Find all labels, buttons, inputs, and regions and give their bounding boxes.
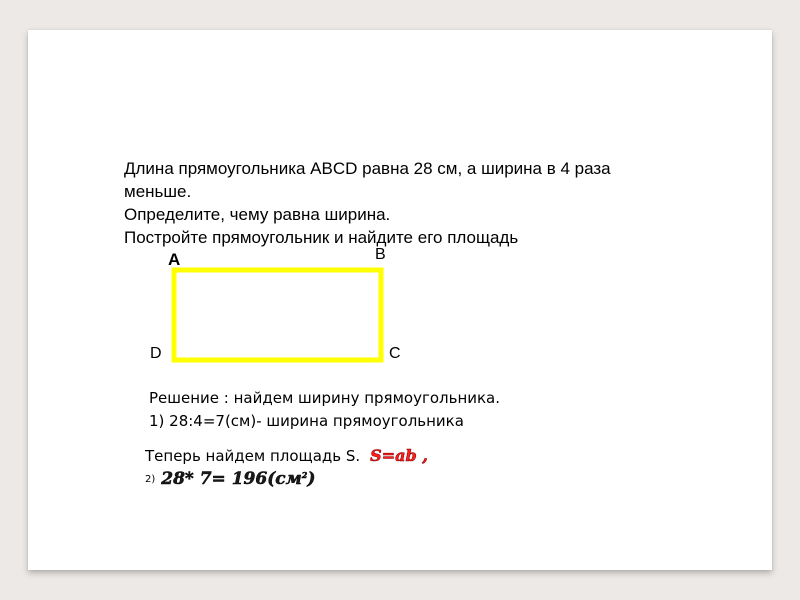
calculation-expression <box>161 469 315 489</box>
calculation-main: 28* 7= 196(см <box>161 469 302 489</box>
calculation-line <box>145 469 315 489</box>
problem-line-4: Постройте прямоугольник и найдите его площадь <box>124 228 519 247</box>
area-formula: S=ab , <box>370 446 428 465</box>
problem-statement <box>124 157 704 249</box>
vertex-label-a: А <box>168 250 181 269</box>
area-line <box>145 446 428 465</box>
slide <box>28 30 772 570</box>
solution-block <box>149 387 500 433</box>
unit-superscript: 2 <box>301 470 308 480</box>
problem-line-3: Определите, чему равна ширина. <box>124 205 391 224</box>
vertex-label-d: D <box>150 345 162 362</box>
solution-line-1: Решение : найдем ширину прямоугольника. <box>149 389 501 407</box>
problem-line-2: меньше. <box>124 182 192 201</box>
step-number: 2) <box>145 474 156 485</box>
vertex-label-c: С <box>389 345 401 362</box>
calculation-close: ) <box>307 469 316 489</box>
vertex-label-b: В <box>375 246 386 263</box>
solution-line-2: 1) 28:4=7(см)- ширина прямоугольника <box>149 412 464 430</box>
area-text: Теперь найдем площадь S. <box>145 447 361 465</box>
problem-line-1: Длина прямоугольника ABCD равна 28 см, а ширина в 4 раза <box>124 159 611 178</box>
